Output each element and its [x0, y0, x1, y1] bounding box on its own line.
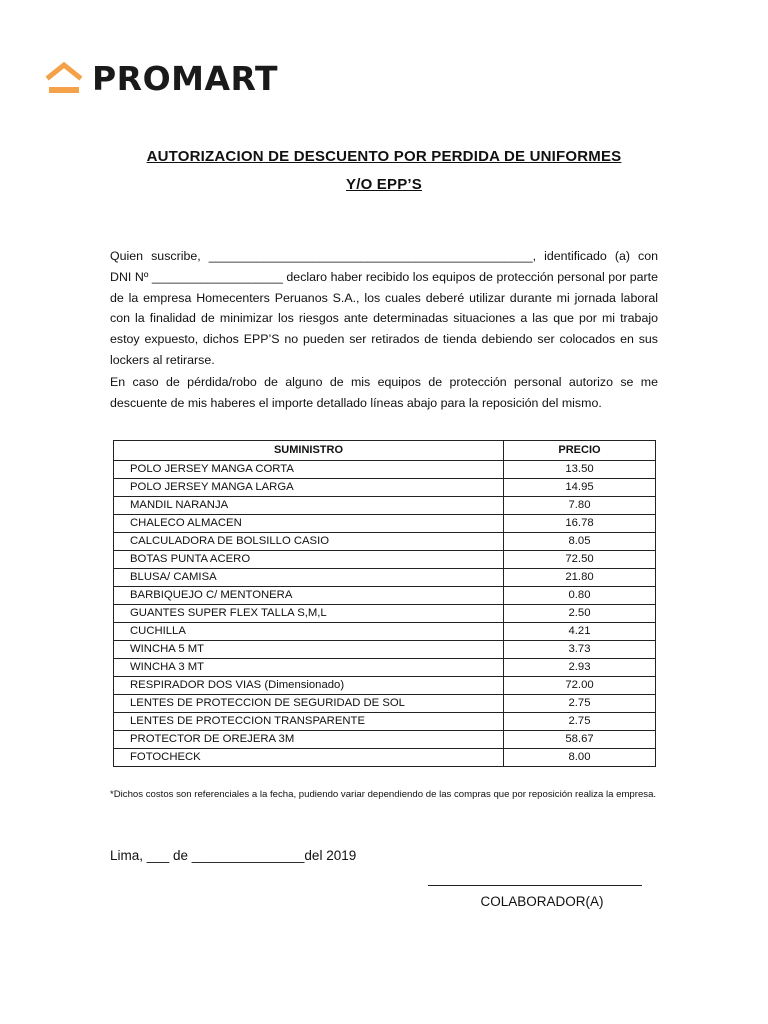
signature-line	[428, 885, 642, 886]
item-name-cell: LENTES DE PROTECCION DE SEGURIDAD DE SOL	[114, 695, 504, 713]
item-name-cell: FOTOCHECK	[114, 749, 504, 767]
document-title-line1: AUTORIZACION DE DESCUENTO POR PERDIDA DE UNIFORMES	[146, 148, 622, 165]
item-price-cell: 21.80	[504, 569, 656, 587]
item-price-cell: 72.50	[504, 551, 656, 569]
item-name-cell: LENTES DE PROTECCION TRANSPARENTE	[114, 713, 504, 731]
authorization-paragraph: En caso de pérdida/robo de alguno de mis equipos de protección personal autorizo se me descuente de mis haberes el importe detallado líneas abajo para la reposición del mismo.	[110, 375, 658, 410]
cost-disclaimer-note: *Dichos costos son referenciales a la fecha, pudiendo variar dependiendo de las compras que por reposición realiza la empresa.	[110, 789, 657, 800]
item-name-cell: POLO JERSEY MANGA CORTA	[114, 461, 504, 479]
item-price-cell: 13.50	[504, 461, 656, 479]
house-roof-icon	[46, 60, 82, 96]
table-row	[114, 605, 656, 623]
table-row	[114, 551, 656, 569]
table-row	[114, 533, 656, 551]
item-name-cell: CHALECO ALMACEN	[114, 515, 504, 533]
table-row	[114, 659, 656, 677]
item-name-cell: PROTECTOR DE OREJERA 3M	[114, 731, 504, 749]
table-row	[114, 587, 656, 605]
table-row	[114, 713, 656, 731]
item-name-cell: CALCULADORA DE BOLSILLO CASIO	[114, 533, 504, 551]
item-name-cell: WINCHA 5 MT	[114, 641, 504, 659]
declaration-paragraph: Quien suscribe, _______________________________________________, identificado (a) con DNI Nº ___________________ declaro haber recibido los equipos de protección personal por parte de la empresa Homecenters Peruanos S.A., los cuales deberé utilizar durante mi jornada laboral con la finalidad de minimizar los riesgos ante determinadas situaciones a las que por mi trabajo estoy expuesto, dichos EPP’S no pueden ser retirados de tienda debiendo ser colocados en sus lockers al retirarse.	[110, 249, 658, 367]
item-name-cell: WINCHA 3 MT	[114, 659, 504, 677]
table-row	[114, 695, 656, 713]
item-name-cell: CUCHILLA	[114, 623, 504, 641]
item-price-cell: 72.00	[504, 677, 656, 695]
item-price-cell: 3.73	[504, 641, 656, 659]
column-header-suministro: SUMINISTRO	[114, 441, 504, 461]
item-name-cell: MANDIL NARANJA	[114, 497, 504, 515]
item-price-cell: 7.80	[504, 497, 656, 515]
item-name-cell: POLO JERSEY MANGA LARGA	[114, 479, 504, 497]
item-name-cell: GUANTES SUPER FLEX TALLA S,M,L	[114, 605, 504, 623]
item-price-cell: 0.80	[504, 587, 656, 605]
item-price-cell: 8.00	[504, 749, 656, 767]
table-row	[114, 677, 656, 695]
document-title-line2: Y/O EPP’S	[346, 176, 422, 193]
item-price-cell: 2.50	[504, 605, 656, 623]
signature-label: COLABORADOR(A)	[480, 894, 604, 909]
item-price-cell: 2.75	[504, 713, 656, 731]
item-price-cell: 58.67	[504, 731, 656, 749]
date-line: Lima, ___ de _______________del 2019	[110, 848, 357, 863]
item-price-cell: 14.95	[504, 479, 656, 497]
logo-text: PROMART	[92, 58, 278, 98]
price-table	[113, 440, 656, 767]
table-row	[114, 569, 656, 587]
column-header-precio: PRECIO	[504, 441, 656, 461]
table-row	[114, 749, 656, 767]
table-row	[114, 515, 656, 533]
table-row	[114, 641, 656, 659]
item-price-cell: 4.21	[504, 623, 656, 641]
item-price-cell: 2.93	[504, 659, 656, 677]
table-row	[114, 461, 656, 479]
item-name-cell: BARBIQUEJO C/ MENTONERA	[114, 587, 504, 605]
item-name-cell: RESPIRADOR DOS VIAS (Dimensionado)	[114, 677, 504, 695]
promart-logo	[46, 58, 278, 98]
table-row	[114, 479, 656, 497]
table-row	[114, 623, 656, 641]
item-price-cell: 8.05	[504, 533, 656, 551]
item-name-cell: BLUSA/ CAMISA	[114, 569, 504, 587]
table-row	[114, 497, 656, 515]
item-price-cell: 2.75	[504, 695, 656, 713]
table-row	[114, 731, 656, 749]
table-header-row	[114, 441, 656, 461]
item-price-cell: 16.78	[504, 515, 656, 533]
item-name-cell: BOTAS PUNTA ACERO	[114, 551, 504, 569]
